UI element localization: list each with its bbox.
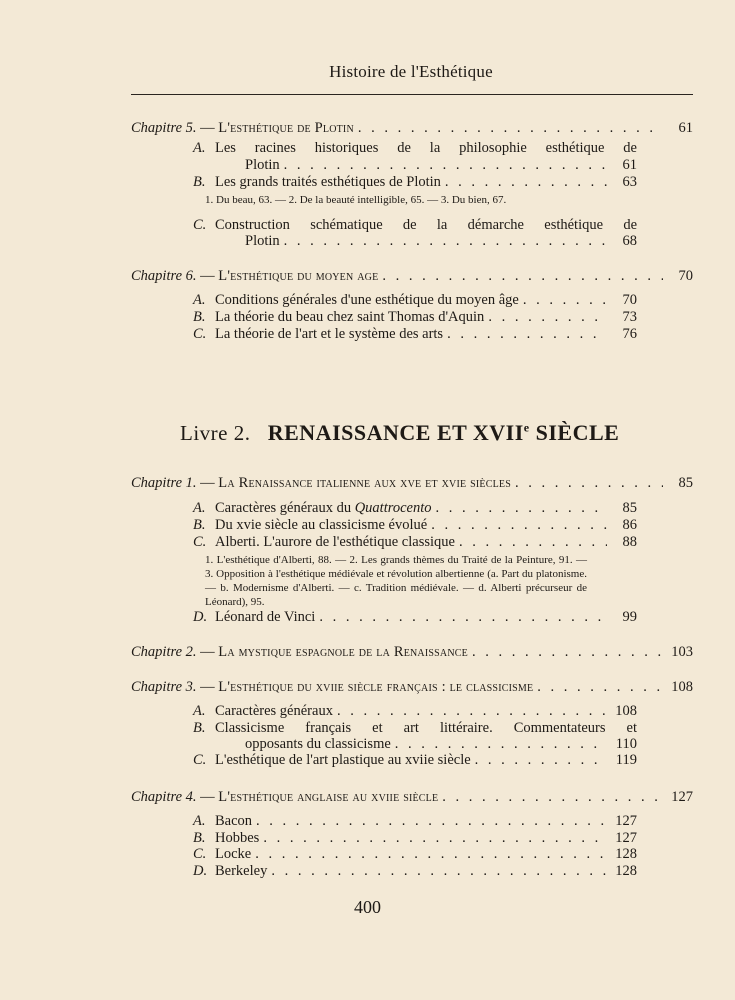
toc-section: [193, 534, 637, 551]
page-number: 73: [622, 309, 637, 325]
page-number: 127: [615, 813, 637, 829]
chapter-label: Chapitre 4.: [131, 789, 197, 805]
section-title: La théorie du beau chez saint Thomas d'Aquin: [215, 309, 485, 325]
toc-section: [193, 217, 637, 234]
section-title: Du xvie siècle au classicisme évolué: [215, 517, 428, 533]
section-title-cont: Plotin: [245, 157, 280, 173]
leader-dots: [472, 644, 663, 661]
chapter-label: Chapitre 3.: [131, 679, 197, 695]
leader-dots: [459, 534, 607, 551]
leader-dots: [284, 157, 607, 174]
section-title: Léonard de Vinci: [215, 609, 316, 625]
page-number: 127: [615, 830, 637, 846]
page-number: 86: [622, 517, 637, 533]
page-number: 70: [678, 268, 693, 284]
toc-section: [193, 863, 637, 880]
section-letter: B.: [193, 517, 206, 533]
page-number: 128: [615, 863, 637, 879]
section-letter: A.: [193, 140, 206, 156]
toc-section: [193, 752, 637, 769]
leader-dots: [256, 813, 607, 830]
chapter-title: La mystique espagnole de la Renaissance: [218, 644, 468, 660]
toc-chapter-6: [131, 268, 693, 285]
section-letter: C.: [193, 326, 207, 342]
section-title: Hobbes: [215, 830, 260, 846]
section-title: Caractères généraux: [215, 703, 333, 719]
toc-chapter-3: [131, 679, 693, 696]
leader-dots: [358, 120, 663, 137]
section-title: Conditions générales d'une esthétique du moyen âge: [215, 292, 519, 308]
page-number: 119: [615, 752, 637, 768]
page-number: 88: [622, 534, 637, 550]
page-number: 99: [622, 609, 637, 625]
running-head: Histoire de l'Esthétique: [329, 62, 493, 81]
section-letter: C.: [193, 534, 207, 550]
section-title: Les racines historiques de la philosophie esthétique de: [215, 140, 637, 156]
toc-section: [193, 326, 637, 343]
section-title: Bacon: [215, 813, 253, 829]
page-folio: 400: [354, 897, 381, 917]
leader-dots: [382, 268, 663, 285]
chapter-dash: —: [200, 475, 215, 491]
page-number: 76: [622, 326, 637, 342]
leader-dots: [271, 863, 607, 880]
toc-chapter-2: [131, 644, 693, 661]
toc-section: [193, 703, 637, 720]
toc-section: [193, 846, 637, 863]
section-title: Berkeley: [215, 863, 268, 879]
chapter-dash: —: [200, 120, 215, 136]
toc-chapter-1: [131, 475, 693, 492]
chapter-label: Chapitre 1.: [131, 475, 197, 491]
toc-section: [193, 609, 637, 626]
leader-dots: [488, 309, 607, 326]
page-number: 61: [678, 120, 693, 136]
leader-dots: [436, 500, 608, 517]
section-letter: A.: [193, 813, 206, 829]
section-letter: C.: [193, 752, 207, 768]
toc-section-continuation: [245, 736, 637, 753]
leader-dots: [445, 174, 607, 191]
page-number: 68: [622, 233, 637, 249]
page-number: 85: [622, 500, 637, 516]
part-title-end: SIÈCLE: [529, 420, 620, 445]
section-letter: D.: [193, 609, 208, 625]
chapter-dash: —: [200, 644, 215, 660]
section-letter: A.: [193, 500, 206, 516]
book-part-heading: [180, 420, 619, 446]
section-title: Locke: [215, 846, 252, 862]
page-number: 110: [615, 736, 637, 752]
section-note: 1. Du beau, 63. — 2. De la beauté intelligible, 65. — 3. Du bien, 67.: [205, 194, 507, 206]
section-title: Alberti. L'aurore de l'esthétique classique: [215, 534, 455, 550]
chapter-dash: —: [200, 268, 215, 284]
leader-dots: [523, 292, 607, 309]
chapter-title: L'esthétique du xviie siècle français : le classicisme: [218, 679, 534, 695]
section-letter: B.: [193, 174, 206, 190]
toc-section: [193, 292, 637, 309]
section-title-cont: Plotin: [245, 233, 280, 249]
leader-dots: [263, 830, 607, 847]
toc-section: [193, 830, 637, 847]
leader-dots: [515, 475, 663, 492]
part-title-text: RENAISSANCE ET XVII: [267, 420, 524, 445]
section-letter: C.: [193, 846, 207, 862]
section-letter: B.: [193, 830, 206, 846]
section-letter: A.: [193, 703, 206, 719]
chapter-title: L'esthétique de Plotin: [218, 120, 354, 136]
page-number: 70: [622, 292, 637, 308]
header-rule: [131, 94, 693, 95]
leader-dots: [395, 736, 607, 753]
section-title: [215, 500, 432, 517]
toc-section: [193, 174, 637, 191]
chapter-label: Chapitre 6.: [131, 268, 197, 284]
leader-dots: [475, 752, 607, 769]
section-note: 1. L'esthétique d'Alberti, 88. — 2. Les grands thèmes du Traité de la Peinture, 91. — 3. Opposition à l'esthétique médiévale et révolution albertienne (a. Part du platonisme. — b. Modernisme d'Alberti. — c. Tradition médiévale. — d. Alberti précurseur de Léonard), 95.: [205, 554, 587, 608]
page-number: 108: [615, 703, 637, 719]
chapter-dash: —: [200, 789, 215, 805]
page-number: 103: [671, 644, 693, 660]
section-title-text: Caractères généraux du: [215, 500, 355, 516]
section-title-cont: opposants du classicisme: [245, 736, 391, 752]
section-letter: B.: [193, 720, 206, 736]
section-letter: B.: [193, 309, 206, 325]
leader-dots: [319, 609, 607, 626]
section-title-italic: Quattrocento: [354, 500, 432, 516]
chapter-title: La Renaissance italienne aux xve et xvie siècles: [218, 475, 511, 491]
toc-section-continuation: [245, 157, 637, 174]
section-title: Construction schématique de la démarche esthétique de: [215, 217, 637, 233]
page-number: 127: [671, 789, 693, 805]
leader-dots: [337, 703, 607, 720]
page-number: 128: [615, 846, 637, 862]
toc-section: [193, 517, 637, 534]
toc-section: [193, 140, 637, 157]
page-number: 108: [671, 679, 693, 695]
page-number: 61: [622, 157, 637, 173]
chapter-title: L'esthétique anglaise au xviie siècle: [218, 789, 439, 805]
toc-chapter-5: [131, 120, 693, 137]
section-letter: A.: [193, 292, 206, 308]
toc-chapter-4: [131, 789, 693, 806]
chapter-label: Chapitre 2.: [131, 644, 197, 660]
page-number: 63: [622, 174, 637, 190]
leader-dots: [447, 326, 607, 343]
chapter-label: Chapitre 5.: [131, 120, 197, 136]
leader-dots: [537, 679, 663, 696]
part-title: [268, 420, 620, 445]
chapter-title: L'esthétique du moyen age: [218, 268, 379, 284]
section-title: Classicisme français et art littéraire. Commentateurs et: [215, 720, 637, 736]
toc-section: [193, 500, 637, 517]
section-title: La théorie de l'art et le système des arts: [215, 326, 444, 342]
toc-section: [193, 309, 637, 326]
section-title: Les grands traités esthétiques de Plotin: [215, 174, 441, 190]
leader-dots: [442, 789, 663, 806]
toc-section: [193, 720, 637, 737]
leader-dots: [255, 846, 607, 863]
section-letter: D.: [193, 863, 208, 879]
toc-section: [193, 813, 637, 830]
chapter-dash: —: [200, 679, 215, 695]
page-number: 85: [678, 475, 693, 491]
part-title-sup: e: [523, 420, 530, 435]
section-letter: C.: [193, 217, 207, 233]
leader-dots: [284, 233, 607, 250]
part-label: Livre 2.: [180, 421, 251, 445]
toc-section-continuation: [245, 233, 637, 250]
leader-dots: [431, 517, 607, 534]
section-title: L'esthétique de l'art plastique au xviie siècle: [215, 752, 471, 768]
